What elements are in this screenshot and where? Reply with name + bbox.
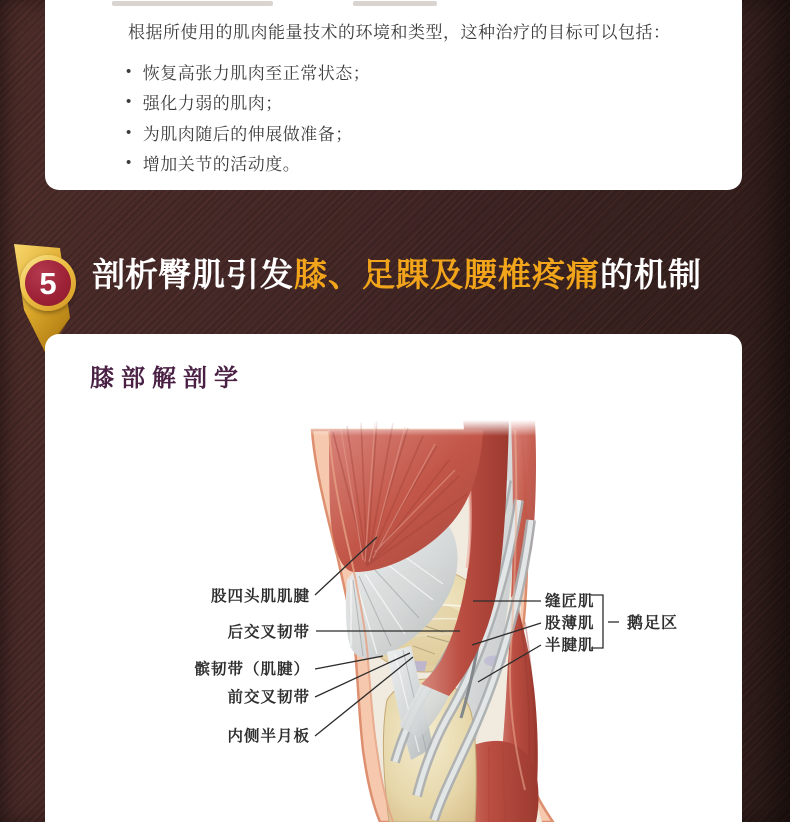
bullet-icon: • bbox=[126, 154, 132, 172]
badge-number: 5 bbox=[25, 260, 71, 306]
bullet-text: 恢复高张力肌肉至正常状态； bbox=[142, 63, 371, 83]
label-patellar-ligament: 髌韧带（肌腱） bbox=[194, 661, 310, 678]
bullet-text: 强化力弱的肌肉； bbox=[142, 94, 283, 114]
bullet-icon: • bbox=[126, 93, 132, 111]
fade-overlay bbox=[290, 420, 540, 436]
bullet-text: 增加关节的活动度。 bbox=[142, 155, 301, 175]
title-suffix: 的机制 bbox=[600, 256, 702, 293]
bullet-text: 为肌肉随后的伸展做准备； bbox=[142, 124, 353, 144]
title-body: 臀肌引发 bbox=[158, 256, 294, 293]
list-item bbox=[126, 148, 370, 179]
bullet-icon: • bbox=[126, 123, 132, 141]
intro-card bbox=[45, 0, 742, 190]
label-anterior-cruciate: 前交叉韧带 bbox=[227, 689, 310, 706]
anatomy-card bbox=[45, 334, 742, 822]
title-prefix: 剖析 bbox=[92, 256, 158, 293]
list-item bbox=[126, 56, 370, 87]
label-medial-meniscus: 内侧半月板 bbox=[227, 728, 310, 745]
label-quadriceps-tendon: 股四头肌肌腱 bbox=[210, 588, 310, 605]
intro-lead-text: 根据所使用的肌肉能量技术的环境和类型，这种治疗的目标可以包括： bbox=[128, 23, 671, 42]
label-pes-anserinus-region: 鹅足区 bbox=[627, 615, 679, 632]
anatomy-heading: 膝部解剖学 bbox=[90, 365, 245, 392]
badge-ring bbox=[20, 255, 76, 311]
label-sartorius: 缝匠肌 bbox=[545, 593, 595, 610]
list-item bbox=[126, 87, 370, 118]
clipped-text-remnant bbox=[112, 1, 273, 6]
clipped-text-remnant bbox=[353, 1, 437, 6]
list-item bbox=[126, 117, 370, 148]
intro-bullet-list bbox=[126, 56, 370, 178]
section-title bbox=[92, 254, 702, 295]
label-gracilis: 股薄肌 bbox=[545, 615, 595, 632]
bullet-icon: • bbox=[126, 62, 132, 80]
label-semitendinosus: 半腱肌 bbox=[545, 637, 595, 654]
title-highlight: 膝、足踝及腰椎疼痛 bbox=[294, 256, 600, 293]
label-posterior-cruciate: 后交叉韧带 bbox=[227, 624, 310, 641]
knee-anatomy-illustration bbox=[45, 420, 742, 822]
